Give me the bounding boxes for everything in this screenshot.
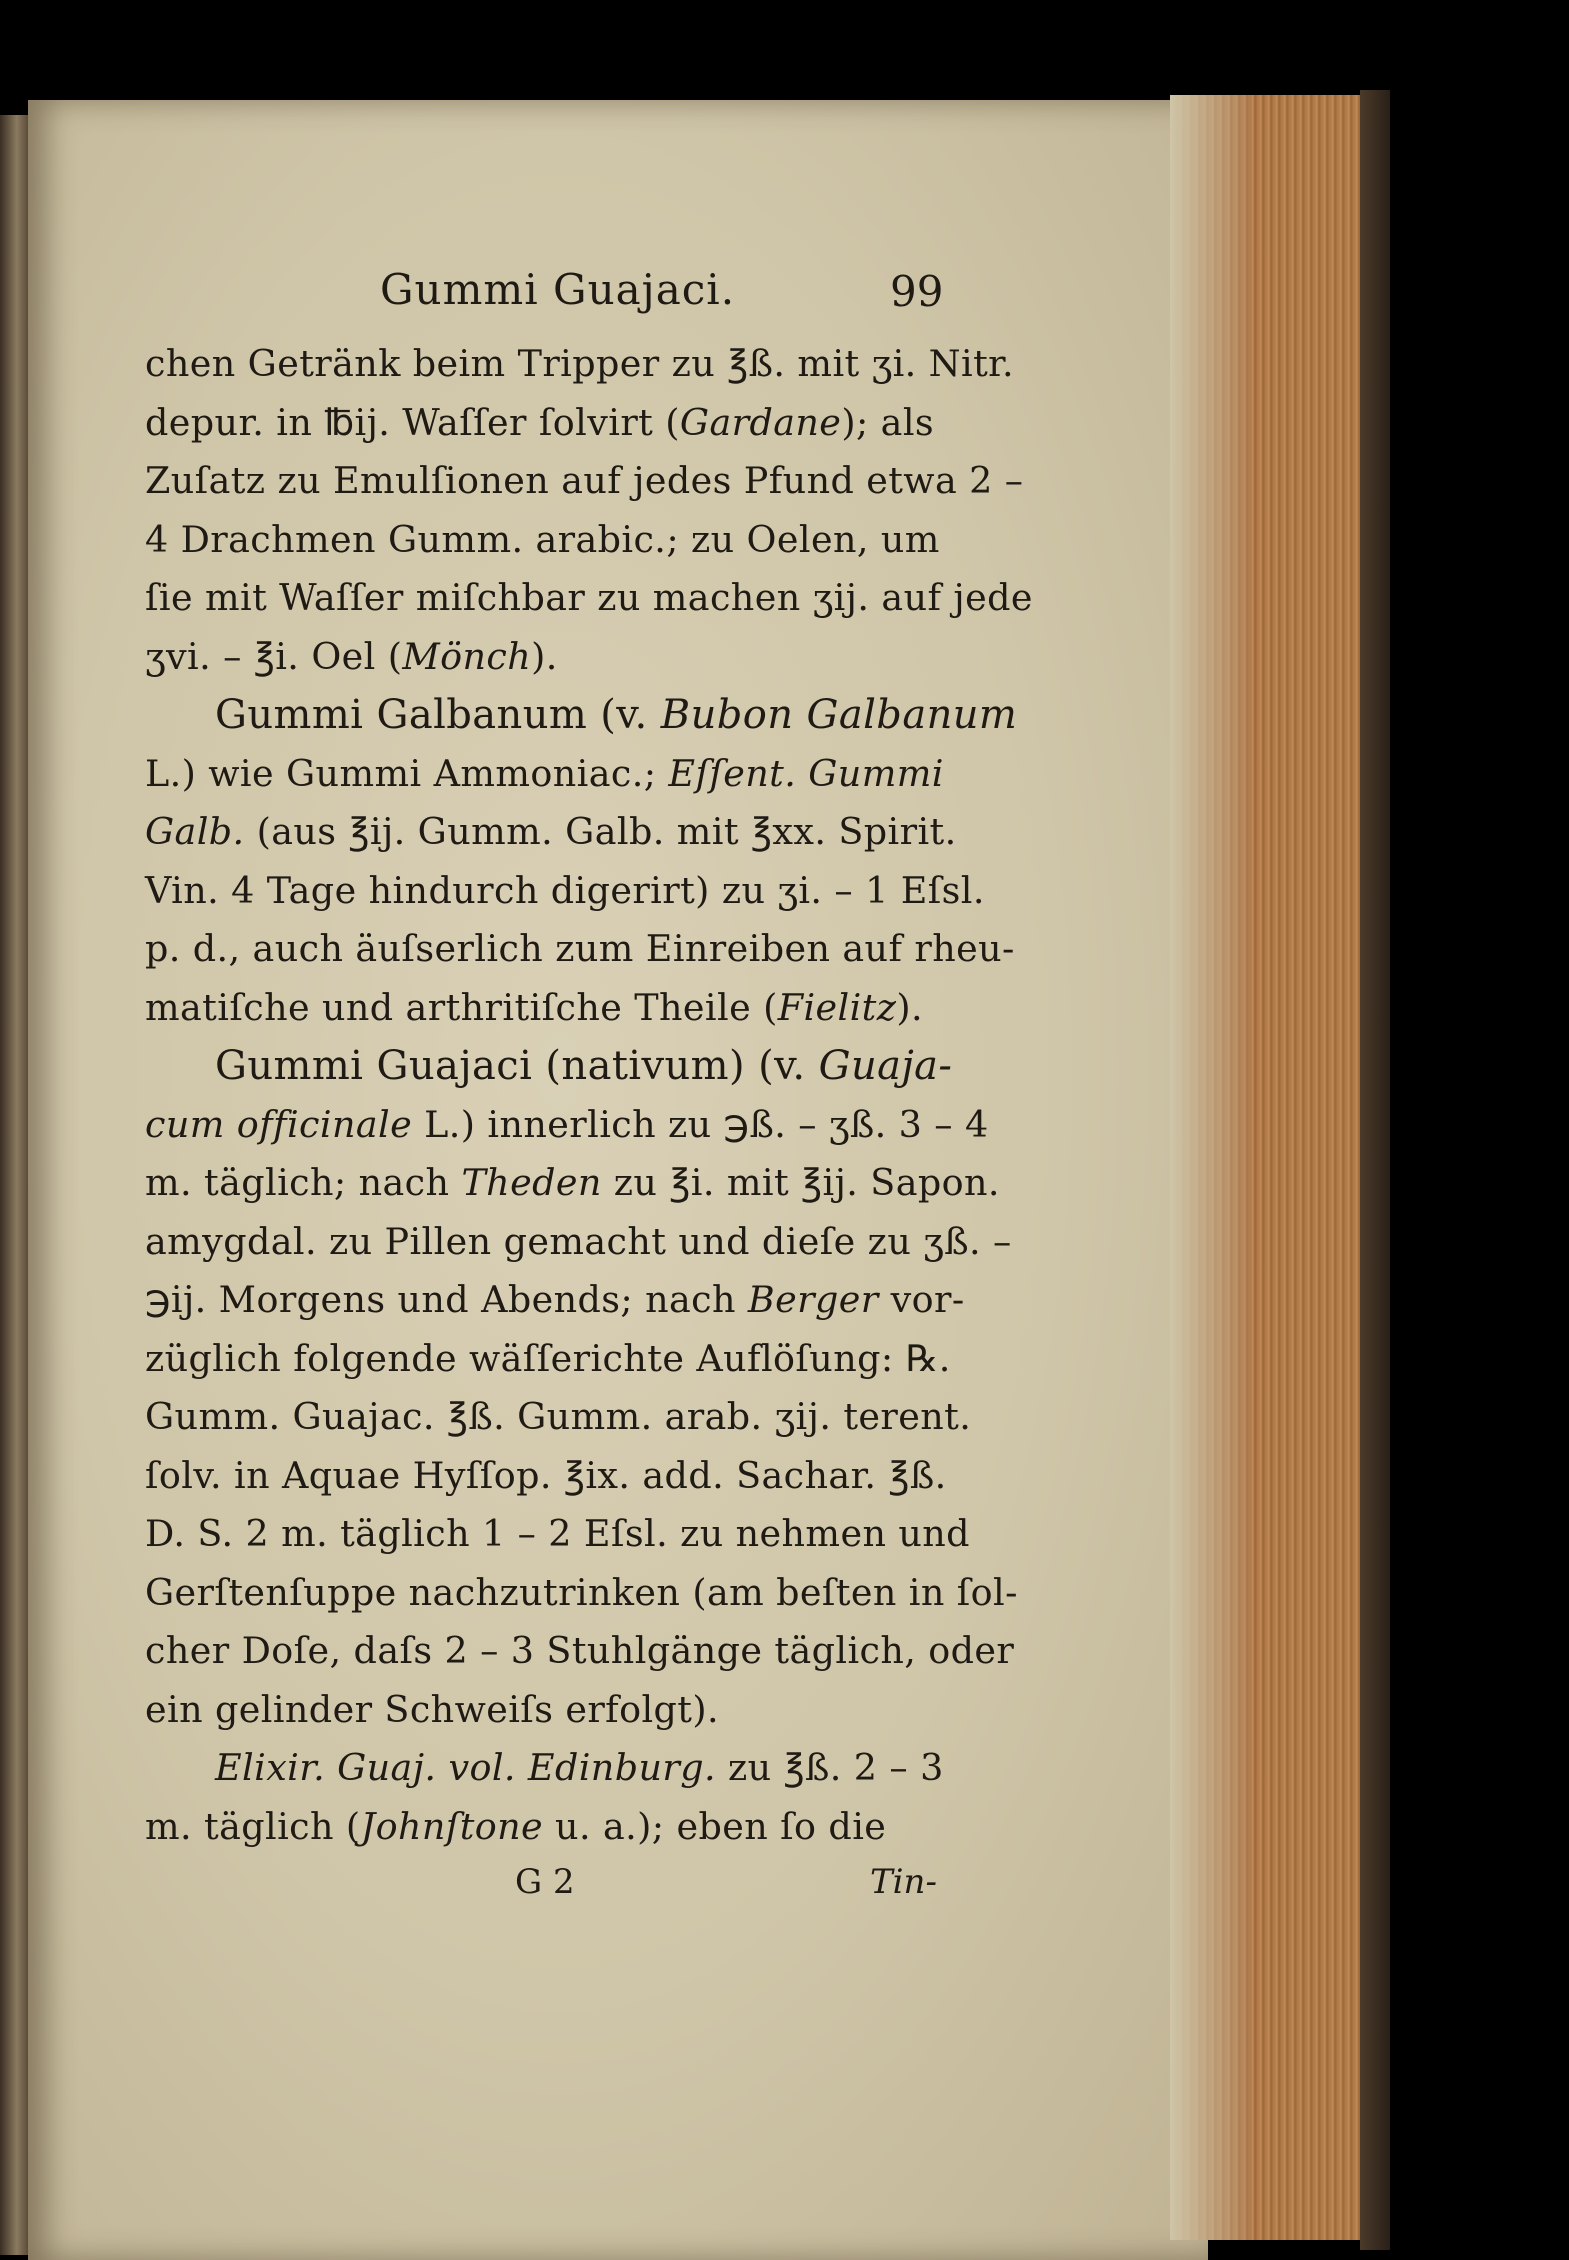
- text-run: m. täglich (: [145, 1804, 361, 1848]
- text-line: [145, 1096, 989, 1155]
- text-line: [145, 452, 1024, 511]
- running-header: [145, 265, 965, 335]
- catchword: Tin-: [870, 1862, 937, 1902]
- text-line: [145, 1037, 965, 1096]
- italic-run: Elixir. Guaj. vol. Edinburg.: [215, 1746, 716, 1789]
- italic-run: Eſſent. Gummi: [668, 751, 944, 795]
- italic-run: Berger: [747, 1278, 879, 1321]
- text-line: [145, 1154, 1000, 1213]
- running-title: Gummi Guajaci.: [380, 265, 736, 314]
- text-run: L.) wie Gummi Ammoniac.;: [145, 751, 669, 795]
- text-line: [145, 686, 1018, 745]
- text-run: züglich folgende wäſſerichte Auflöſung: ℞.: [145, 1336, 951, 1380]
- page-edge-shadow: [1170, 95, 1250, 2240]
- text-line: [145, 803, 965, 862]
- text-run: m. täglich; nach: [145, 1161, 462, 1204]
- text-run: Zuſatz zu Emulſionen auf jedes Pfund etwa 2 –: [145, 459, 1024, 502]
- text-run: vor-: [878, 1278, 965, 1321]
- italic-run: Johnſtone: [360, 1804, 544, 1848]
- text-run: ʒvi. – ℥i. Oel (: [145, 634, 403, 678]
- text-line: [145, 1739, 965, 1798]
- text-run: D. S. 2 m. täglich 1 – 2 Eſsl. zu nehmen und: [145, 1512, 970, 1555]
- text-run: ).: [531, 634, 558, 678]
- text-run: Gummi Guajaci (nativum) (v.: [215, 1043, 819, 1089]
- text-line: [145, 1213, 1012, 1272]
- italic-run: Fielitz: [777, 985, 897, 1029]
- text-line: [145, 1681, 965, 1740]
- italic-run: Gardane: [679, 400, 842, 444]
- text-run: p. d., auch äuſserlich zum Einreiben auf rheu-: [145, 927, 1015, 970]
- text-run: (aus ℥ij. Gumm. Galb. mit ℥xx. Spirit.: [244, 810, 957, 853]
- text-line: [145, 920, 1015, 979]
- text-line: [145, 1505, 970, 1564]
- text-line: [145, 979, 965, 1038]
- text-line: [145, 862, 985, 921]
- text-run: Vin. 4 Tage hindurch digerirt) zu ʒi. – 1 Eſsl.: [145, 868, 985, 912]
- italic-run: Guaja-: [818, 1043, 953, 1089]
- text-run: L.) innerlich zu ℈ß. – ʒß. 3 – 4: [412, 1102, 989, 1146]
- body-text: [145, 335, 1033, 1856]
- text-line: [145, 1564, 1018, 1623]
- text-run: matiſche und arthritiſche Theile (: [145, 985, 778, 1029]
- text-line: [145, 1330, 965, 1389]
- text-run: chen Getränk beim Tripper zu ℥ß. mit ʒi. Nitr.: [145, 342, 1014, 385]
- italic-run: cum officinale: [145, 1102, 413, 1146]
- text-run: Gummi Galbanum (v.: [215, 692, 661, 738]
- text-block: [145, 265, 1033, 1914]
- italic-run: Theden: [461, 1161, 602, 1204]
- text-run: zu ℥ß. 2 – 3: [716, 1746, 944, 1789]
- text-run: amygdal. zu Pillen gemacht und dieſe zu ʒß. –: [145, 1219, 1012, 1263]
- text-run: ein gelinder Schweiſs erfolgt).: [145, 1687, 720, 1731]
- text-run: ); als: [841, 400, 935, 444]
- text-line: [145, 569, 1033, 628]
- text-run: u. a.); eben ſo die: [543, 1804, 887, 1848]
- text-line: [145, 511, 965, 570]
- text-run: Gerſtenſuppe nachzutrinken (am beſten in ſol-: [145, 1570, 1018, 1614]
- left-page-edge: [0, 115, 28, 2255]
- text-run: 4 Drachmen Gumm. arabic.; zu Oelen, um: [145, 517, 940, 561]
- text-line: [145, 394, 965, 453]
- text-line: [145, 745, 965, 804]
- text-run: zu ℥i. mit ℥ij. Sapon.: [601, 1161, 1000, 1204]
- text-line: [145, 1622, 1015, 1681]
- italic-run: Galb.: [145, 810, 245, 853]
- italic-run: Bubon Galbanum: [660, 692, 1018, 738]
- text-run: ſolv. in Aquae Hyſſop. ℥ix. add. Sachar. ℥ß.: [145, 1453, 947, 1497]
- text-line: [145, 628, 965, 687]
- italic-run: Mönch: [402, 634, 532, 678]
- text-line: [145, 335, 1014, 394]
- text-run: ).: [896, 985, 924, 1029]
- page-number: 99: [890, 267, 944, 316]
- text-run: ℈ij. Morgens und Abends; nach: [145, 1278, 748, 1321]
- page-footer: [145, 1856, 965, 1914]
- text-line: [145, 1271, 965, 1330]
- text-line: [145, 1798, 965, 1857]
- text-run: cher Doſe, daſs 2 – 3 Stuhlgänge täglich, oder: [145, 1629, 1015, 1672]
- book-cover-edge: [1360, 90, 1390, 2250]
- text-run: depur. in ℔ij. Waſſer ſolvirt (: [145, 400, 680, 444]
- text-run: Gumm. Guajac. ℥ß. Gumm. arab. ʒij. terent.: [145, 1395, 972, 1438]
- text-line: [145, 1388, 972, 1447]
- text-run: ſie mit Waſſer miſchbar zu machen ʒij. auf jede: [145, 576, 1033, 619]
- text-line: [145, 1447, 965, 1506]
- signature-mark: G 2: [515, 1862, 575, 1902]
